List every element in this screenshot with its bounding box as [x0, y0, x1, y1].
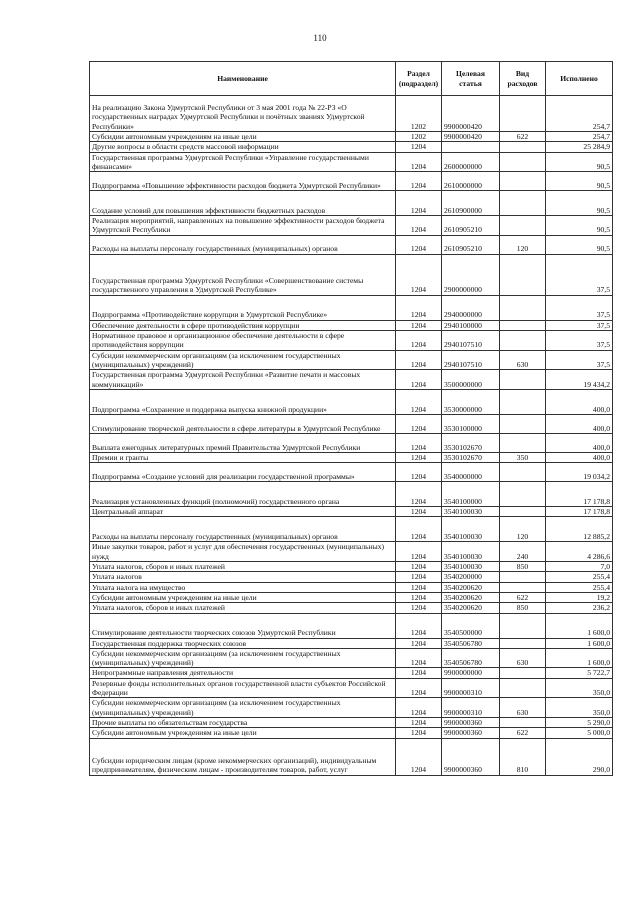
row-amount-cell: 400,0: [546, 389, 613, 414]
row-section-cell: 1204: [396, 728, 442, 738]
row-name-cell: Государственная программа Удмуртской Республики «Развитие печати и массовых коммуникаций»: [90, 370, 396, 390]
row-section-cell: 1204: [396, 235, 442, 254]
row-name-cell: Создание условий для повышения эффективности бюджетных расходов: [90, 191, 396, 216]
row-kind-cell: [500, 172, 546, 191]
row-target-cell: 3540200000: [442, 572, 500, 582]
table-row: [90, 728, 613, 738]
row-section-cell: 1204: [396, 320, 442, 330]
row-kind-cell: [500, 389, 546, 414]
row-name-cell: Нормативное правовое и организационное обеспечение деятельности в сфере противодействия коррупции: [90, 331, 396, 351]
header-name: Наименование: [90, 62, 396, 96]
row-amount-cell: 290,0: [546, 738, 613, 775]
row-kind-cell: [500, 482, 546, 507]
row-kind-cell: [500, 678, 546, 698]
row-amount-cell: 236,2: [546, 603, 613, 613]
row-target-cell: 2610905210: [442, 216, 500, 236]
row-section-cell: 1204: [396, 452, 442, 462]
row-name-cell: Расходы на выплаты персоналу государственных (муниципальных) органов: [90, 235, 396, 254]
row-kind-cell: 120: [500, 517, 546, 542]
row-section-cell: 1204: [396, 562, 442, 572]
row-section-cell: 1204: [396, 216, 442, 236]
row-target-cell: 2940000000: [442, 295, 500, 320]
row-amount-cell: 400,0: [546, 414, 613, 433]
row-target-cell: 3530100000: [442, 414, 500, 433]
row-kind-cell: [500, 463, 546, 482]
row-target-cell: 3540100000: [442, 482, 500, 507]
row-section-cell: 1204: [396, 172, 442, 191]
row-name-cell: Субсидии некоммерческим организациям (за исключением государственных (муниципальных) учреждений): [90, 350, 396, 370]
row-kind-cell: [500, 717, 546, 727]
header-kind: Вид расходов: [500, 62, 546, 96]
row-name-cell: Центральный аппарат: [90, 507, 396, 517]
row-amount-cell: 19,2: [546, 592, 613, 602]
table-row: [90, 350, 613, 370]
row-name-cell: Субсидии некоммерческим организациям (за исключением государственных (муниципальных) учреждений): [90, 648, 396, 668]
row-kind-cell: [500, 414, 546, 433]
row-kind-cell: [500, 613, 546, 638]
row-kind-cell: 120: [500, 235, 546, 254]
table-row: [90, 216, 613, 236]
table-row: [90, 613, 613, 638]
table-row: [90, 414, 613, 433]
row-amount-cell: 400,0: [546, 452, 613, 462]
row-target-cell: 3530102670: [442, 433, 500, 452]
row-target-cell: 9900000360: [442, 728, 500, 738]
row-section-cell: 1204: [396, 463, 442, 482]
row-section-cell: 1204: [396, 592, 442, 602]
table-row: [90, 172, 613, 191]
row-section-cell: 1204: [396, 613, 442, 638]
row-amount-cell: 37,5: [546, 254, 613, 295]
row-amount-cell: 90,5: [546, 191, 613, 216]
table-row: [90, 331, 613, 351]
row-name-cell: Субсидии автономным учреждениям на иные цели: [90, 592, 396, 602]
row-target-cell: 9900000420: [442, 132, 500, 142]
row-kind-cell: [500, 638, 546, 648]
row-name-cell: Субсидии автономным учреждениям на иные цели: [90, 132, 396, 142]
row-amount-cell: 37,5: [546, 295, 613, 320]
table-body: [90, 96, 613, 776]
row-amount-cell: 400,0: [546, 433, 613, 452]
row-name-cell: Подпрограмма «Повышение эффективности расходов бюджета Удмуртской Республики»: [90, 172, 396, 191]
row-name-cell: Реализация установленных функций (полномочий) государственного органа: [90, 482, 396, 507]
row-amount-cell: 7,0: [546, 562, 613, 572]
row-amount-cell: 1 600,0: [546, 638, 613, 648]
table-row: [90, 638, 613, 648]
row-amount-cell: 1 600,0: [546, 648, 613, 668]
row-target-cell: [442, 142, 500, 152]
table-header-row: [90, 62, 613, 96]
row-amount-cell: 37,5: [546, 320, 613, 330]
table-row: [90, 389, 613, 414]
row-name-cell: Уплата налога на имущество: [90, 582, 396, 592]
row-target-cell: 2940107510: [442, 350, 500, 370]
row-section-cell: 1204: [396, 482, 442, 507]
row-amount-cell: 12 885,2: [546, 517, 613, 542]
row-section-cell: 1204: [396, 142, 442, 152]
table-row: [90, 542, 613, 562]
row-amount-cell: 90,5: [546, 152, 613, 172]
table-row: [90, 433, 613, 452]
header-target: Целевая статья: [442, 62, 500, 96]
table-row: [90, 738, 613, 775]
table-row: [90, 254, 613, 295]
row-kind-cell: [500, 295, 546, 320]
row-kind-cell: 622: [500, 728, 546, 738]
row-name-cell: Государственная программа Удмуртской Республики «Совершенствование системы государственного управления в Удмуртской Республике»: [90, 254, 396, 295]
table-row: [90, 132, 613, 142]
row-amount-cell: 17 178,8: [546, 507, 613, 517]
table-row: [90, 582, 613, 592]
row-kind-cell: 622: [500, 132, 546, 142]
row-section-cell: 1204: [396, 389, 442, 414]
row-target-cell: 3530000000: [442, 389, 500, 414]
table-row: [90, 96, 613, 132]
row-amount-cell: 254,7: [546, 132, 613, 142]
table-row: [90, 562, 613, 572]
row-section-cell: 1204: [396, 698, 442, 718]
table-row: [90, 295, 613, 320]
table-row: [90, 572, 613, 582]
row-target-cell: 9900000360: [442, 738, 500, 775]
table-row: [90, 507, 613, 517]
row-section-cell: 1204: [396, 507, 442, 517]
row-name-cell: Расходы на выплаты персоналу государственных (муниципальных) органов: [90, 517, 396, 542]
row-target-cell: 9900000000: [442, 668, 500, 678]
row-kind-cell: [500, 507, 546, 517]
row-kind-cell: [500, 216, 546, 236]
row-section-cell: 1204: [396, 717, 442, 727]
row-section-cell: 1204: [396, 370, 442, 390]
row-amount-cell: 17 178,8: [546, 482, 613, 507]
row-name-cell: Подпрограмма «Создание условий для реализации государственной программы»: [90, 463, 396, 482]
row-kind-cell: 622: [500, 592, 546, 602]
row-target-cell: 9900000310: [442, 698, 500, 718]
row-kind-cell: [500, 582, 546, 592]
row-name-cell: Выплата ежегодных литературных премий Правительства Удмуртской Республики: [90, 433, 396, 452]
table-row: [90, 603, 613, 613]
table-row: [90, 463, 613, 482]
row-kind-cell: 810: [500, 738, 546, 775]
row-amount-cell: 255,4: [546, 572, 613, 582]
row-amount-cell: 255,4: [546, 582, 613, 592]
row-name-cell: Государственная программа Удмуртской Республики «Управление государственными финансами»: [90, 152, 396, 172]
row-section-cell: 1204: [396, 542, 442, 562]
row-kind-cell: 630: [500, 648, 546, 668]
row-target-cell: 3540500000: [442, 613, 500, 638]
row-target-cell: 2610905210: [442, 235, 500, 254]
row-name-cell: Резервные фонды исполнительных органов государственной власти субъектов Российской Федерации: [90, 678, 396, 698]
table-row: [90, 370, 613, 390]
row-name-cell: Прочие выплаты по обязательствам государства: [90, 717, 396, 727]
row-section-cell: 1204: [396, 668, 442, 678]
table-row: [90, 592, 613, 602]
row-section-cell: 1204: [396, 414, 442, 433]
row-target-cell: 2610900000: [442, 191, 500, 216]
row-section-cell: 1204: [396, 648, 442, 668]
row-section-cell: 1204: [396, 738, 442, 775]
row-amount-cell: 1 600,0: [546, 613, 613, 638]
row-amount-cell: 350,0: [546, 678, 613, 698]
row-section-cell: 1204: [396, 295, 442, 320]
row-amount-cell: 90,5: [546, 172, 613, 191]
row-section-cell: 1204: [396, 254, 442, 295]
row-target-cell: 2600000000: [442, 152, 500, 172]
row-section-cell: 1204: [396, 191, 442, 216]
row-kind-cell: 350: [500, 452, 546, 462]
row-target-cell: 3540200620: [442, 592, 500, 602]
row-section-cell: 1204: [396, 603, 442, 613]
row-amount-cell: 19 434,2: [546, 370, 613, 390]
row-section-cell: 1204: [396, 331, 442, 351]
row-name-cell: Уплата налогов: [90, 572, 396, 582]
row-kind-cell: 850: [500, 603, 546, 613]
row-section-cell: 1204: [396, 678, 442, 698]
row-target-cell: 3540506780: [442, 648, 500, 668]
row-target-cell: 2900000000: [442, 254, 500, 295]
table-row: [90, 517, 613, 542]
row-section-cell: 1204: [396, 517, 442, 542]
row-amount-cell: 90,5: [546, 216, 613, 236]
table-row: [90, 191, 613, 216]
row-name-cell: Подпрограмма «Противодействие коррупции в Удмуртской Республике»: [90, 295, 396, 320]
row-kind-cell: 630: [500, 350, 546, 370]
row-name-cell: На реализацию Закона Удмуртской Республики от 3 мая 2001 года № 22-РЗ «О государственных наградах Удмуртской Республики и почётных званиях Удмуртской Республики»: [90, 96, 396, 132]
table-row: [90, 235, 613, 254]
row-section-cell: 1204: [396, 582, 442, 592]
row-kind-cell: [500, 142, 546, 152]
header-amount: Исполнено: [546, 62, 613, 96]
page-number: 110: [313, 33, 327, 43]
header-section: Раздел (подраздел): [396, 62, 442, 96]
row-amount-cell: 254,7: [546, 96, 613, 132]
row-target-cell: 3530102670: [442, 452, 500, 462]
row-kind-cell: [500, 96, 546, 132]
row-target-cell: 2610000000: [442, 172, 500, 191]
row-amount-cell: 350,0: [546, 698, 613, 718]
table-row: [90, 320, 613, 330]
row-name-cell: Уплата налогов, сборов и иных платежей: [90, 562, 396, 572]
row-target-cell: 3540000000: [442, 463, 500, 482]
table-row: [90, 668, 613, 678]
row-target-cell: 9900000420: [442, 96, 500, 132]
row-kind-cell: 630: [500, 698, 546, 718]
row-target-cell: 9900000360: [442, 717, 500, 727]
table-row: [90, 142, 613, 152]
row-kind-cell: 850: [500, 562, 546, 572]
row-kind-cell: [500, 152, 546, 172]
row-kind-cell: [500, 331, 546, 351]
row-name-cell: Субсидии некоммерческим организациям (за исключением государственных (муниципальных) учреждений): [90, 698, 396, 718]
table-row: [90, 152, 613, 172]
row-amount-cell: 5 000,0: [546, 728, 613, 738]
row-target-cell: 3500000000: [442, 370, 500, 390]
row-kind-cell: [500, 572, 546, 582]
budget-table: [89, 61, 613, 776]
row-target-cell: 3540200620: [442, 582, 500, 592]
row-name-cell: Премии и гранты: [90, 452, 396, 462]
row-target-cell: 2940100000: [442, 320, 500, 330]
row-kind-cell: 240: [500, 542, 546, 562]
row-kind-cell: [500, 668, 546, 678]
row-kind-cell: [500, 191, 546, 216]
row-amount-cell: 5 722,7: [546, 668, 613, 678]
row-name-cell: Обеспечение деятельности в сфере противодействия коррупции: [90, 320, 396, 330]
row-amount-cell: 5 290,0: [546, 717, 613, 727]
table-row: [90, 698, 613, 718]
table-row: [90, 717, 613, 727]
row-name-cell: Уплата налогов, сборов и иных платежей: [90, 603, 396, 613]
row-amount-cell: 37,5: [546, 350, 613, 370]
row-target-cell: 3540100030: [442, 542, 500, 562]
row-name-cell: Субсидии автономным учреждениям на иные цели: [90, 728, 396, 738]
row-name-cell: Реализация мероприятий, направленных на повышение эффективности расходов бюджета Удмуртской Республики: [90, 216, 396, 236]
row-amount-cell: 25 284,9: [546, 142, 613, 152]
row-amount-cell: 19 034,2: [546, 463, 613, 482]
row-section-cell: 1202: [396, 132, 442, 142]
row-section-cell: 1204: [396, 572, 442, 582]
table-row: [90, 482, 613, 507]
row-target-cell: 3540100030: [442, 562, 500, 572]
row-name-cell: Субсидии юридическим лицам (кроме некоммерческих организаций), индивидуальным предпринимателям, физическим лицам - производителям товаров, работ, услуг: [90, 738, 396, 775]
table-row: [90, 648, 613, 668]
row-section-cell: 1204: [396, 638, 442, 648]
row-section-cell: 1202: [396, 96, 442, 132]
row-name-cell: Иные закупки товаров, работ и услуг для обеспечения государственных (муниципальных) нужд: [90, 542, 396, 562]
row-name-cell: Непрограммные направления деятельности: [90, 668, 396, 678]
row-name-cell: Подпрограмма «Сохранение и поддержка выпуска книжной продукции»: [90, 389, 396, 414]
row-name-cell: Государственная поддержка творческих союзов: [90, 638, 396, 648]
row-amount-cell: 37,5: [546, 331, 613, 351]
row-name-cell: Другие вопросы в области средств массовой информации: [90, 142, 396, 152]
row-section-cell: 1204: [396, 152, 442, 172]
row-target-cell: 3540100030: [442, 517, 500, 542]
table-row: [90, 678, 613, 698]
row-section-cell: 1204: [396, 350, 442, 370]
row-amount-cell: 90,5: [546, 235, 613, 254]
row-target-cell: 3540506780: [442, 638, 500, 648]
row-name-cell: Стимулирование деятельности творческих союзов Удмуртской Республики: [90, 613, 396, 638]
row-section-cell: 1204: [396, 433, 442, 452]
row-kind-cell: [500, 370, 546, 390]
row-target-cell: 3540200620: [442, 603, 500, 613]
row-name-cell: Стимулирование творческой деятельности в сфере литературы в Удмуртской Республике: [90, 414, 396, 433]
row-target-cell: 3540100030: [442, 507, 500, 517]
row-kind-cell: [500, 433, 546, 452]
row-kind-cell: [500, 254, 546, 295]
row-target-cell: 9900000310: [442, 678, 500, 698]
table-row: [90, 452, 613, 462]
row-kind-cell: [500, 320, 546, 330]
row-target-cell: 2940107510: [442, 331, 500, 351]
row-amount-cell: 4 286,6: [546, 542, 613, 562]
